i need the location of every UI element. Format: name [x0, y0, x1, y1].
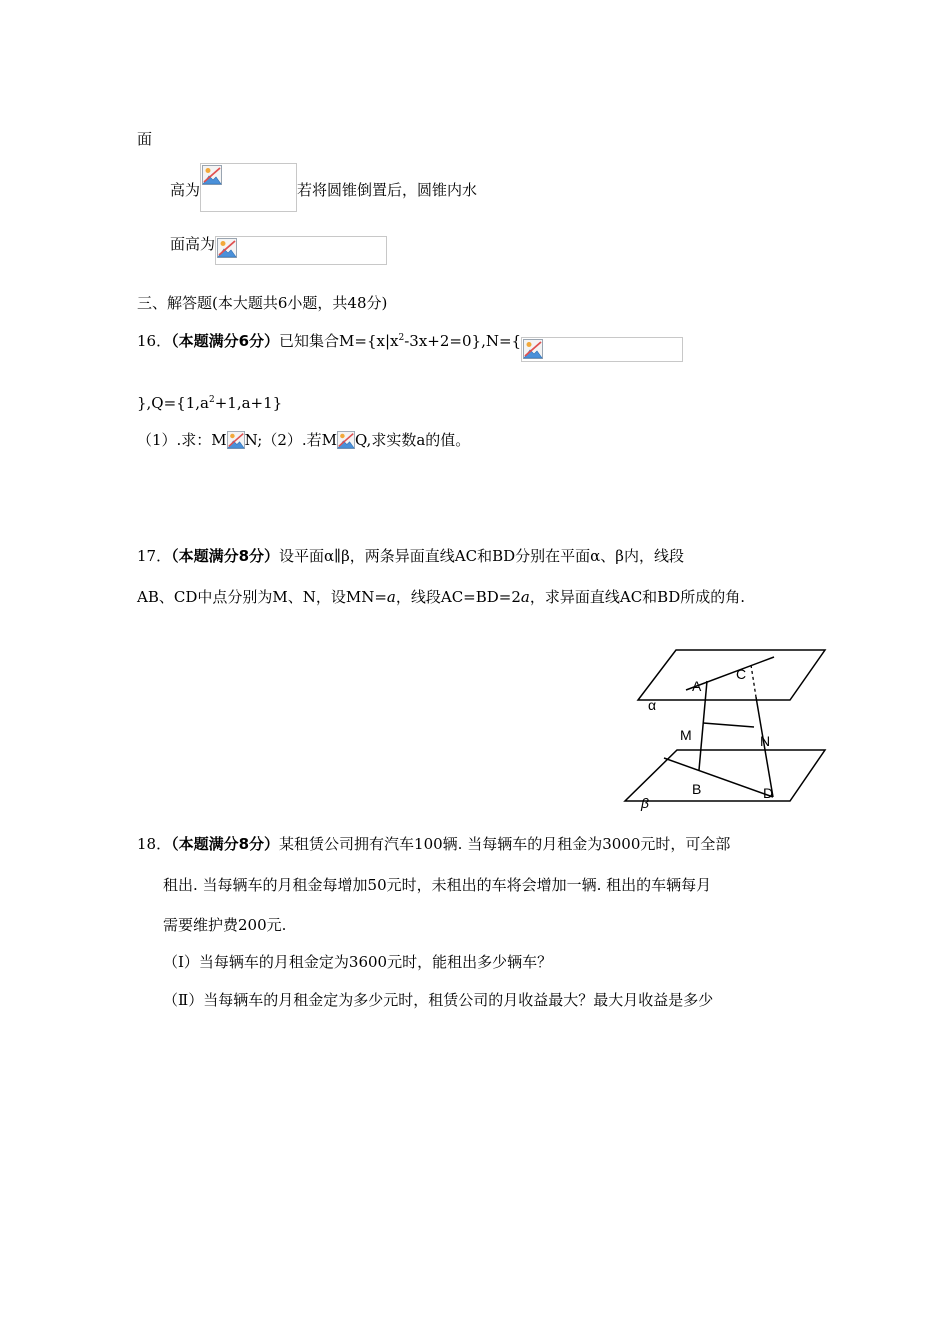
text-fragment: -3x+2=0},N={ — [404, 332, 522, 350]
label-C: C — [736, 666, 747, 682]
text-line — [170, 236, 387, 265]
label-alpha: α — [648, 697, 657, 713]
sub-question: （Ⅰ）当每辆车的月租金定为3600元时，能租出多少辆车？ — [163, 953, 553, 971]
sub-question: （Ⅱ）当每辆车的月租金定为多少元时，租赁公司的月收益最大？最大月收益是多少 — [163, 991, 714, 1009]
italic-variable: a — [386, 588, 396, 606]
text-fragment: +1,a+1} — [214, 394, 283, 412]
text-fragment: 高为 — [170, 181, 201, 199]
question-number: 16． — [137, 332, 172, 350]
broken-image-icon — [523, 339, 543, 359]
superscript: 2 — [398, 333, 405, 343]
segment-MN — [703, 723, 754, 727]
text-fragment: 已知集合M={x|x — [279, 332, 399, 350]
text-fragment: 设平面α∥β，两条异面直线AC和BD分别在平面α、β内，线段 — [279, 547, 684, 565]
question-score: （本题满分8分） — [171, 547, 280, 565]
line-AB — [699, 681, 707, 770]
question-score: （本题满分6分） — [171, 332, 280, 350]
broken-image-icon — [227, 431, 245, 449]
text-line — [137, 586, 745, 607]
text-line: 面 — [137, 130, 153, 148]
text-line — [137, 429, 470, 450]
broken-image-icon — [202, 165, 222, 185]
question-16-line — [137, 330, 683, 362]
text-fragment: 某租赁公司拥有汽车100辆. 当每辆车的月租金为3000元时，可全部 — [279, 835, 731, 853]
text-fragment: ，求异面直线AC和BD所成的角. — [529, 588, 745, 606]
text-fragment: N;（2）.若M — [244, 431, 337, 449]
question-17-line — [137, 545, 684, 566]
text-fragment: AB、CD中点分别为M、N，设MN= — [137, 588, 387, 606]
text-fragment: 若将圆锥倒置后，圆锥内水 — [297, 181, 478, 199]
label-B: B — [692, 781, 702, 797]
line-BD — [664, 758, 773, 797]
geometry-figure — [620, 645, 830, 815]
italic-variable: a — [520, 588, 530, 606]
text-line — [137, 394, 282, 412]
formula-image-placeholder — [200, 163, 297, 212]
label-D: D — [763, 785, 774, 801]
text-fragment: ，线段AC=BD=2 — [395, 588, 521, 606]
section-heading: 三、解答题(本大题共6小题，共48分) — [137, 294, 388, 312]
plane-alpha — [638, 650, 825, 700]
superscript: 2 — [208, 395, 215, 405]
formula-image-placeholder — [215, 236, 387, 265]
label-M: M — [680, 727, 692, 743]
text-fragment: 面高为 — [170, 235, 216, 253]
broken-image-icon — [337, 431, 355, 449]
label-A: A — [692, 678, 702, 694]
line-CD-hidden — [751, 665, 756, 697]
text-fragment: （1）.求：M — [137, 431, 227, 449]
question-score: （本题满分8分） — [171, 835, 280, 853]
question-number: 17． — [137, 547, 172, 565]
text-line: 需要维护费200元. — [163, 916, 287, 934]
formula-image-placeholder — [521, 337, 683, 362]
text-line — [170, 163, 477, 212]
text-fragment: Q,求实数a的值。 — [355, 431, 471, 449]
plane-beta — [625, 750, 825, 801]
text-line: 租出. 当每辆车的月租金每增加50元时，未租出的车将会增加一辆. 租出的车辆每月 — [163, 876, 712, 894]
text-fragment: },Q={1,a — [137, 394, 209, 412]
question-number: 18． — [137, 835, 172, 853]
question-18-line — [137, 833, 730, 854]
label-N: N — [760, 733, 771, 749]
label-beta: β — [641, 795, 649, 811]
broken-image-icon — [217, 238, 237, 258]
